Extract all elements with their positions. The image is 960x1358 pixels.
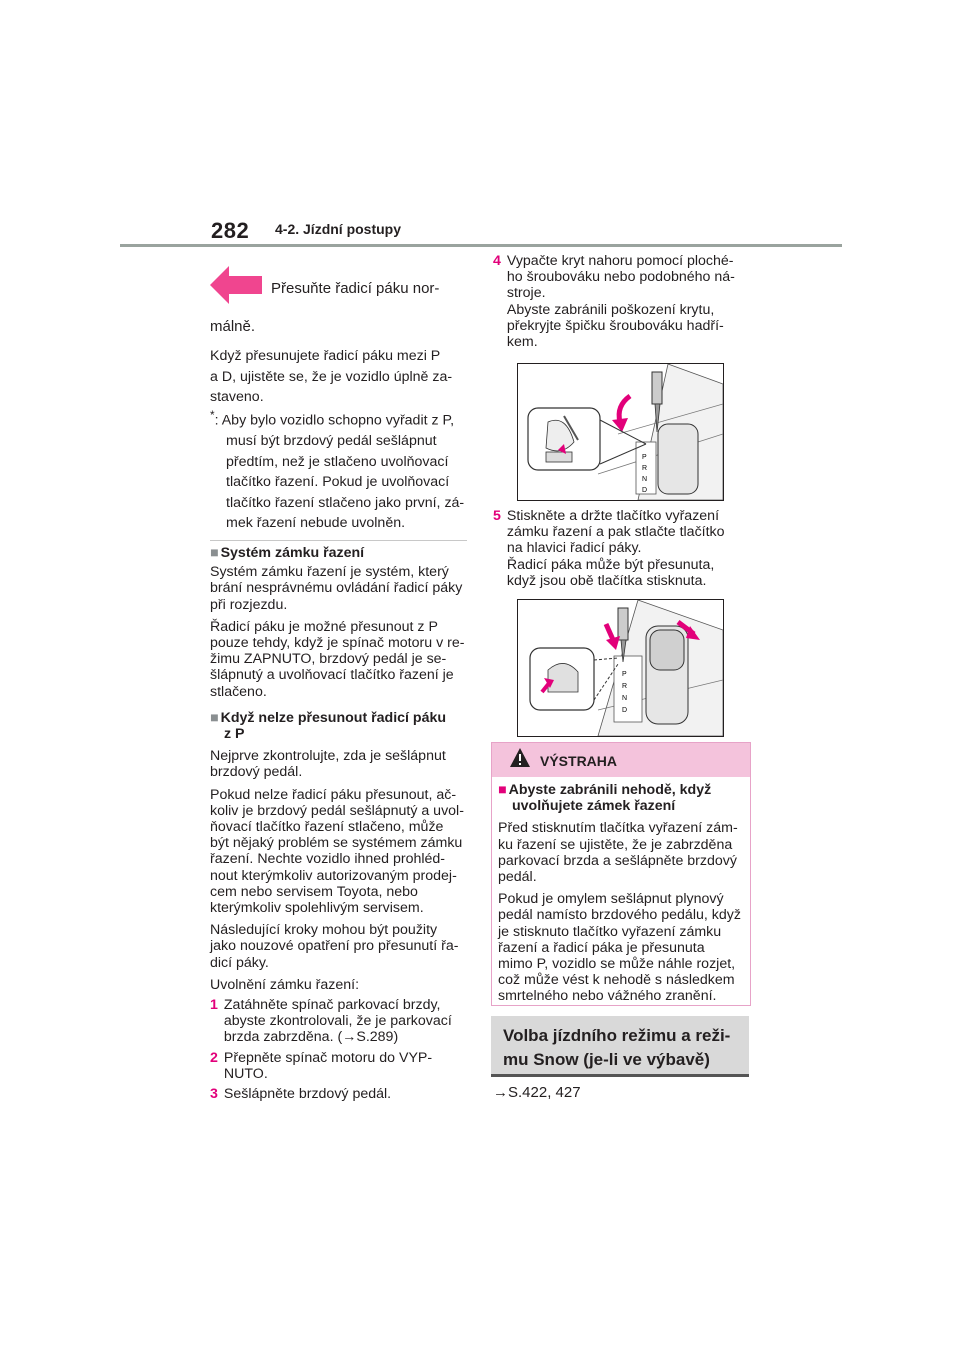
step-5: 5 Stiskněte a držte tlačítko vyřazení zámku řazení a pak stlačte tlačítko na hlavici řadicí páky. Řadicí páka může být přesunuta, když jsou obě tlačítka stisknuta. (493, 508, 725, 589)
step-4: 4 Vypačte kryt nahoru pomocí ploché- ho šroubováku nebo podobného ná- stroje. Abyste zabránili poškození krytu, překryjte špičku šroubováku hadří- kem. (493, 253, 735, 351)
illustration-press-buttons (517, 599, 724, 737)
header-rule (120, 244, 842, 247)
svg-text:D: D (622, 707, 628, 714)
svg-text:N: N (642, 476, 648, 483)
shift-text-line2: málně. (210, 318, 256, 335)
warning-paragraph-2: Pokud je omylem sešlápnut plynový pedál namísto brzdového pedálu, když je stisknuto tlačítko vyřazení zámku řazení a řadicí páka je přesunuta mimo P, vozidlo se může náhle rozjet, což může vést k nehodě s následkem smrtelného nebo vážného zranění. (498, 891, 741, 1005)
warning-header (492, 743, 750, 777)
cannot-shift-heading: ■ Když nelze přesunout řadicí páku z P (210, 709, 447, 743)
shift-text-line1: Přesuňte řadicí páku nor- (271, 280, 440, 297)
shift-lock-heading: ■ Systém zámku řazení (210, 545, 365, 561)
drive-mode-heading: Volba jízdního režimu a reži- mu Snow (je-li ve výbavě) (503, 1026, 731, 1069)
page-number: 282 (211, 218, 250, 243)
pink-left-arrow-icon (210, 266, 262, 304)
svg-text:P: P (622, 671, 627, 678)
svg-text:R: R (642, 465, 648, 472)
illustration-pry-cover (517, 363, 724, 501)
stop-paragraph: Když přesunujete řadicí páku mezi P a D, ujistěte se, že je vozidlo úplně za- staveno. (210, 348, 453, 405)
page-reference: →S.422, 427 (493, 1084, 581, 1101)
warning-triangle-icon (509, 747, 531, 769)
footnote: *: Aby bylo vozidlo schopno vyřadit z P, musí být brzdový pedál sešlápnut předtím, než je stlačeno uvolňovací tlačítko řazení. Pokud je uvolňovací tlačítko řazení stlačeno jako první, zá- mek řazení nebude uvolněn. (210, 408, 465, 532)
warning-paragraph-1: Před stisknutím tlačítka vyřazení zám- ku řazení se ujistěte, že je zabrzděna parkovací brzda a sešlápněte brzdový pedál. (498, 820, 738, 886)
svg-text:R: R (622, 683, 628, 690)
section-divider (210, 540, 467, 541)
step-3: 3 Sešlápněte brzdový pedál. (210, 1086, 392, 1103)
shift-lock-section: ■ Systém zámku řazení Systém zámku řazení je systém, který brání nesprávnému ovládání řadicí páky při rozjezdu. Řadicí páku je možné přesunout z P pouze tehdy, když je spínač motoru v re- žimu ZAPNUTO, brzdový pedál je se- šlápnutý a uvolňovací tlačítko řazení je stlačeno. ■ Když nelze přesunout řadicí páku z P Nejprve zkontrolujte, zda je sešlápnut brzdový pedál. Pokud nelze řadicí páku přesunout, ač- koliv je brzdový pedál sešlápnutý a uvol- ňovací tlačítko řazení stlačeno, může být nějaký problém se systémem zámku řazení. Nechte vozidlo ihned prohléd- nout kterýmkoliv autorizovaným prodej- cem nebo servisem Toyota, nebo kterýmkoliv spolehlivým servisem. Následující kroky mohou být použity jako nouzové opatření pro přesunutí řa- dicí páky. Uvolnění zámku řazení: 1 Zatáhněte spínač parkovací brzdy, abyste zkontrolovali, že je parkovací brzda zabrzděna. (→S.289) 2 Přepněte spínač motoru do VYP- NUTO. 3 Sešlápněte brzdový pedál. (210, 545, 472, 1102)
step-1: 1 Zatáhněte spínač parkovací brzdy, abyste zkontrolovali, že je parkovací brzda zabrzděna. (→S.289) (210, 997, 452, 1046)
svg-text:N: N (622, 695, 628, 702)
warning-title: VÝSTRAHA (540, 753, 618, 769)
svg-text:D: D (642, 487, 648, 494)
section-title: 4-2. Jízdní postupy (275, 221, 402, 237)
warning-heading: ■ Abyste zabránili nehodě, když uvolňujete zámek řazení (498, 782, 712, 815)
warning-box (491, 742, 751, 1006)
step-2: 2 Přepněte spínač motoru do VYP- NUTO. (210, 1049, 433, 1082)
drive-mode-heading-box (491, 1016, 749, 1077)
svg-text:P: P (642, 454, 647, 461)
